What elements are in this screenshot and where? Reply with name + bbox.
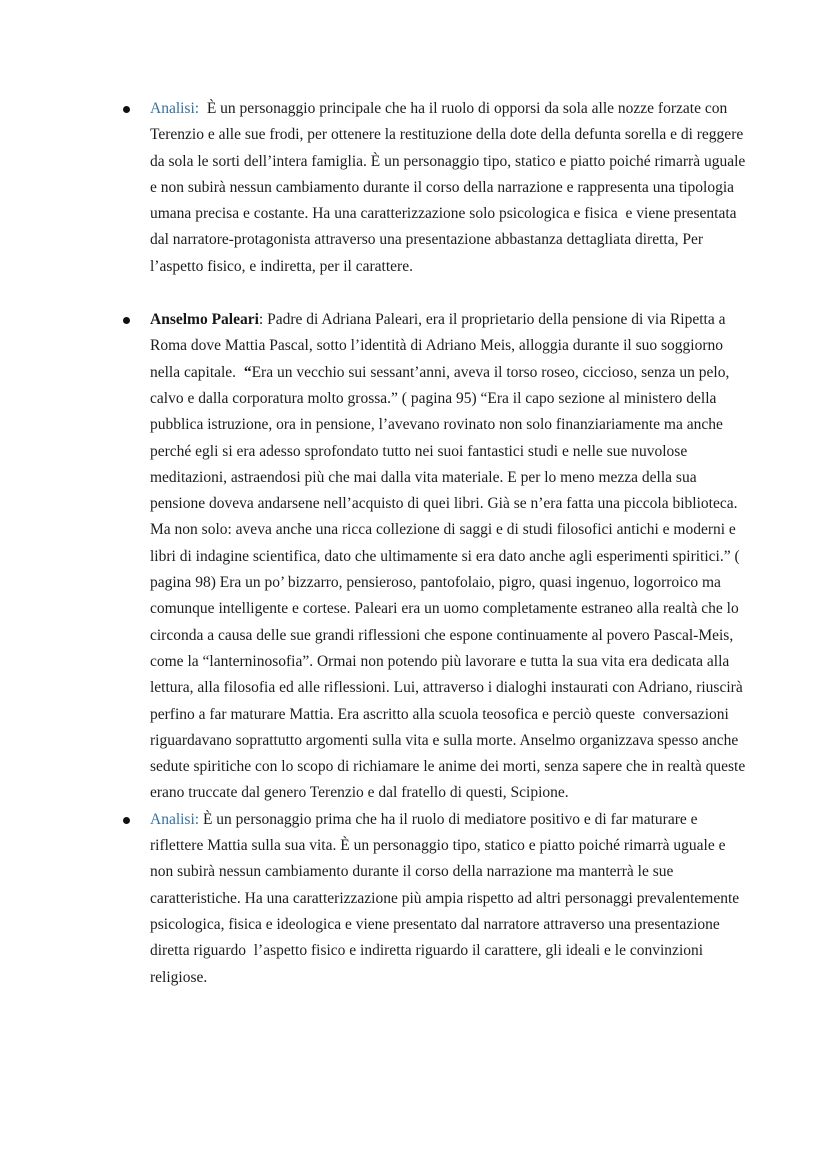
- text-segment-normal: Era un vecchio sui sessant’anni, aveva il torso roseo, ciccioso, senza un pelo, calvo e dalla corporatura molto grossa.” ( pagina 95) “Era il capo sezione al ministero della pubblica istruzione, ora in pensione, l’avevano rovinato non solo finanziariamente ma anche perché egli si era adesso sprofondato tutto nei suoi fantastici studi e nelle sue nuvolose meditazioni, astraendosi più che mai dalla vita materiale. E per lo meno mezza della sua pensione doveva andarsene nell’acquisto di quei libri. Già se n’era fatta una piccola biblioteca. Ma non solo: aveva anche una ricca collezione di saggi e di studi filosofici antichi e moderni e libri di indagine scientifica, dato che ultimamente si era dato anche agli esperimenti spiritici.” ( pagina 98) Era un po’ bizzarro, pensieroso, pantofolaio, pigro, quasi ingenuo, logorroico ma comunque intelligente e cortese. Paleari era un uomo completamente estraneo alla realtà che lo circonda a causa delle sue grandi riflessioni che espone continuamente al povero Pascal-Meis, come la “lanterninosofia”. Ormai non potendo più lavorare e tutta la sua vita era dedicata alla lettura, alla filosofia ed alle riflessioni. Lui, attraverso i dialoghi instaurati con Adriano, riuscirà perfino a far maturare Mattia. Era ascritto alla scuola teosofica e perciò queste conversazioni riguardavano soprattutto argomenti sulla vita e sulla morte. Anselmo organizzava spesso anche sedute spiritiche con lo scopo di richiamare le anime dei morti, senza sapere che in realtà queste erano truccate dal genero Terenzio e dal fratello di questi, Scipione.: [150, 363, 750, 802]
- bullet-marker-icon: [123, 106, 130, 113]
- bullet-item-analisi-1: [150, 96, 750, 280]
- bullet-marker-icon: [123, 817, 130, 824]
- bullet-item-anselmo-paleari: [150, 307, 750, 807]
- text-segment-bold: Anselmo Paleari: [150, 311, 259, 329]
- text-segment-blue: Analisi:: [150, 810, 200, 828]
- bullet-list: [150, 96, 750, 991]
- text-segment-normal: : Padre di Adriana Paleari, era il proprietario della pensione di via Ripetta a Roma dove Mattia Pascal, sotto l’identità di Adriano Meis, alloggia durante il suo soggiorno nella capitale.: [150, 311, 730, 381]
- text-segment-normal: È un personaggio prima che ha il ruolo di mediatore positivo e di far maturare e riflettere Mattia sulla sua vita. È un personaggio tipo, statico e piatto poiché rimarrà uguale e non subirà nessun cambiamento durante il corso della narrazione ma manterrà le sue caratteristiche. Ha una caratterizzazione più ampia rispetto ad altri personaggi prevalentemente psicologica, fisica e ideologica e viene presentato dal narratore attraverso una presentazione diretta riguardo l’aspetto fisico e indiretta riguardo il carattere, gli ideali e le convinzioni religiose.: [150, 810, 744, 986]
- text-segment-bold: “: [243, 363, 252, 381]
- text-segment-blue: Analisi:: [150, 100, 200, 117]
- text-segment-normal: È un personaggio principale che ha il ruolo di opporsi da sola alle nozze forzate con Terenzio e alle sue frodi, per ottenere la restituzione della dote della defunta sorella e di reggere da sola le sorti dell’intera famiglia. È un personaggio tipo, statico e piatto poiché rimarrà uguale e non subirà nessun cambiamento durante il corso della narrazione e rappresenta una tipologia umana precisa e costante. Ha una caratterizzazione solo psicologica e fisica e viene presentata dal narratore-protagonista attraverso una presentazione abbastanza dettagliata diretta, Per l’aspetto fisico, e indiretta, per il carattere.: [150, 100, 750, 275]
- bullet-item-analisi-2: [150, 807, 750, 991]
- bullet-marker-icon: [123, 317, 130, 324]
